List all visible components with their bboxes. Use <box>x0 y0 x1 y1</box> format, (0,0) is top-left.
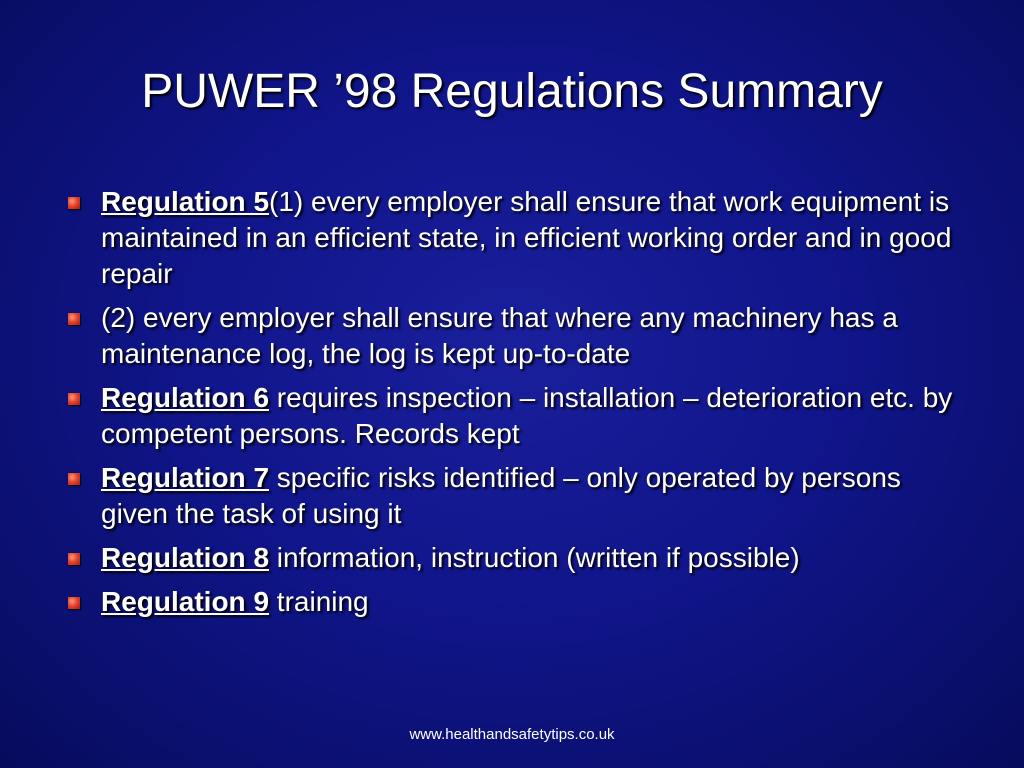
regulation-text: requires inspection – installation – deterioration etc. by competent persons. Records kept <box>101 382 953 449</box>
regulation-text: information, instruction (written if possible) <box>269 542 800 573</box>
regulation-name: Regulation 9 <box>101 586 270 617</box>
bullet-list <box>68 184 958 628</box>
footer-url[interactable]: www.healthandsafetytips.co.uk <box>409 726 615 743</box>
square-bullet-icon <box>68 197 80 209</box>
regulation-name: Regulation 7 <box>101 462 270 493</box>
square-bullet-icon <box>68 313 80 325</box>
bullet-regulation-5-1 <box>68 184 958 292</box>
square-bullet-icon <box>68 393 80 405</box>
square-bullet-icon <box>68 553 80 565</box>
regulation-text: training <box>269 586 369 617</box>
bullet-regulation-9 <box>68 584 958 620</box>
square-bullet-icon <box>68 473 80 485</box>
bullet-regulation-6 <box>68 380 958 452</box>
bullet-regulation-7 <box>68 460 958 532</box>
regulation-text: (1) every employer shall ensure that work equipment is maintained in an efficient state, in efficient working order and in good repair <box>101 186 952 289</box>
regulation-text: specific risks identified – only operated by persons given the task of using it <box>101 462 901 529</box>
regulation-text: (2) every employer shall ensure that where any machinery has a maintenance log, the log is kept up-to-date <box>101 302 898 369</box>
slide-title: PUWER ’98 Regulations Summary <box>141 65 883 118</box>
regulation-name: Regulation 5 <box>101 186 270 217</box>
regulation-name: Regulation 8 <box>101 542 270 573</box>
bullet-regulation-5-2 <box>68 300 958 372</box>
regulation-name: Regulation 6 <box>101 382 270 413</box>
bullet-regulation-8 <box>68 540 958 576</box>
square-bullet-icon <box>68 597 80 609</box>
